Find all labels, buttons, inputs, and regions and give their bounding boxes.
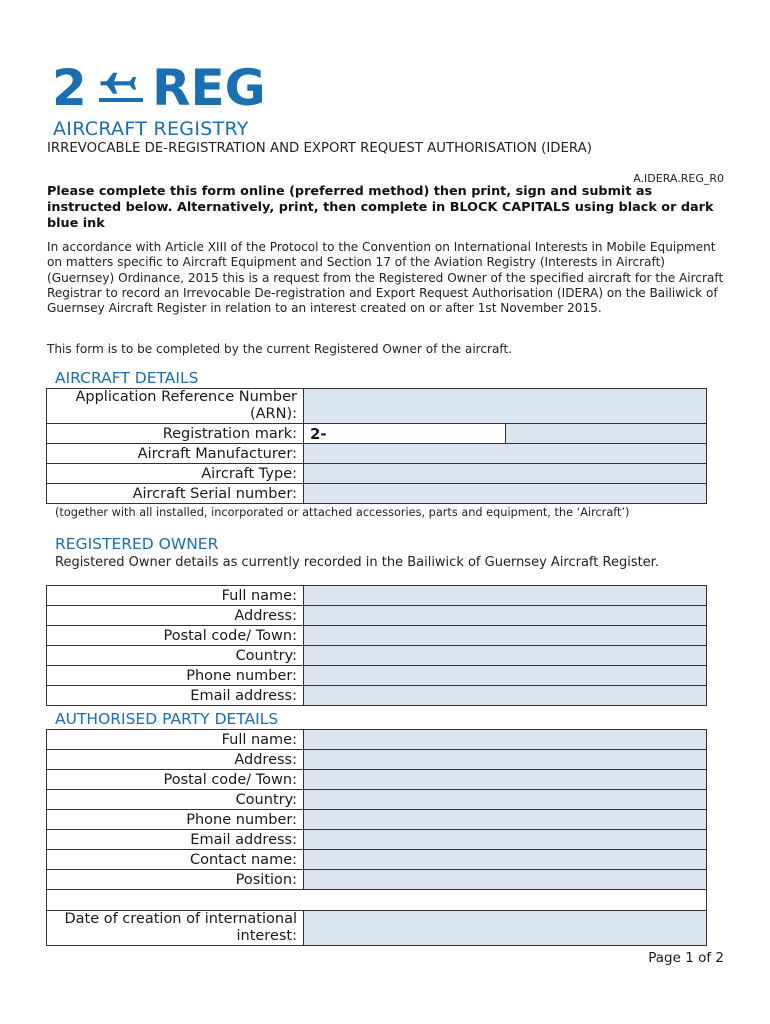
party-country-field[interactable] (304, 790, 707, 810)
manufacturer-field[interactable] (304, 444, 707, 464)
aircraft-note: (together with all installed, incorporated or attached accessories, parts and equipment, the ‘Aircraft’) (55, 506, 630, 519)
aircraft-type-field[interactable] (304, 464, 707, 484)
registered-owner-heading: REGISTERED OWNER (55, 535, 219, 553)
authorised-party-table (46, 729, 707, 946)
logo-right-text: REG (152, 60, 266, 112)
owner-postal-label: Postal code/ Town: (47, 626, 304, 646)
arn-field[interactable] (304, 389, 707, 424)
party-email-label: Email address: (47, 830, 304, 850)
owner-country-field[interactable] (304, 646, 707, 666)
party-position-label: Position: (47, 870, 304, 890)
owner-email-label: Email address: (47, 686, 304, 706)
owner-address-field[interactable] (304, 606, 707, 626)
party-contact-label: Contact name: (47, 850, 304, 870)
party-postal-label: Postal code/ Town: (47, 770, 304, 790)
registration-prefix: 2- (304, 424, 506, 444)
intro-paragraph: In accordance with Article XIII of the Protocol to the Convention on International Interests in Mobile Equipment on matters specific to Aircraft Equipment and Section 17 of the Aviation Registry (Interests in Aircraft) (Guernsey) Ordinance, 2015 this is a request from the Registered Owner of the specified aircraft for the Aircraft Registrar to record an Irrevocable De-registration and Export Request Authorisation (IDERA) on the Bailiwick of Guernsey Aircraft Register in relation to an interest created on or after 1st November 2015. (47, 240, 724, 316)
party-full-name-label: Full name: (47, 730, 304, 750)
party-email-field[interactable] (304, 830, 707, 850)
owner-full-name-label: Full name: (47, 586, 304, 606)
registered-owner-subtitle: Registered Owner details as currently recorded in the Bailiwick of Guernsey Aircraft Register. (55, 555, 659, 570)
owner-phone-field[interactable] (304, 666, 707, 686)
owner-full-name-field[interactable] (304, 586, 707, 606)
page-number: Page 1 of 2 (648, 950, 724, 966)
party-postal-field[interactable] (304, 770, 707, 790)
authorised-party-heading: AUTHORISED PARTY DETAILS (55, 710, 279, 728)
table-spacer (47, 890, 707, 911)
party-full-name-field[interactable] (304, 730, 707, 750)
interest-date-label: Date of creation of international interest: (47, 911, 304, 946)
owner-country-label: Country: (47, 646, 304, 666)
party-contact-field[interactable] (304, 850, 707, 870)
arn-label: Application Reference Number (ARN): (47, 389, 304, 424)
aircraft-type-label: Aircraft Type: (47, 464, 304, 484)
party-address-label: Address: (47, 750, 304, 770)
airplane-icon (99, 73, 143, 102)
registered-owner-table (46, 585, 707, 706)
party-country-label: Country: (47, 790, 304, 810)
party-phone-label: Phone number: (47, 810, 304, 830)
party-position-field[interactable] (304, 870, 707, 890)
owner-email-field[interactable] (304, 686, 707, 706)
serial-number-label: Aircraft Serial number: (47, 484, 304, 504)
reg-logo (52, 60, 292, 112)
aircraft-details-table (46, 388, 707, 504)
serial-number-field[interactable] (304, 484, 707, 504)
party-phone-field[interactable] (304, 810, 707, 830)
interest-date-field[interactable] (304, 911, 707, 946)
instructions: Please complete this form online (preferred method) then print, sign and submit as instructed below. Alternatively, print, then complete in BLOCK CAPITALS using black or dark blue ink (47, 184, 714, 231)
owner-postal-field[interactable] (304, 626, 707, 646)
registration-mark-label: Registration mark: (47, 424, 304, 444)
form-code: A.IDERA.REG_R0 (633, 172, 724, 185)
owner-address-label: Address: (47, 606, 304, 626)
registry-title: AIRCRAFT REGISTRY (53, 118, 249, 140)
completion-note: This form is to be completed by the current Registered Owner of the aircraft. (47, 342, 513, 356)
form-title: IRREVOCABLE DE-REGISTRATION AND EXPORT REQUEST AUTHORISATION (IDERA) (47, 141, 592, 156)
aircraft-details-heading: AIRCRAFT DETAILS (55, 369, 199, 387)
registration-mark-field[interactable] (505, 424, 707, 444)
manufacturer-label: Aircraft Manufacturer: (47, 444, 304, 464)
party-address-field[interactable] (304, 750, 707, 770)
logo-left-text: 2 (52, 60, 87, 112)
owner-phone-label: Phone number: (47, 666, 304, 686)
